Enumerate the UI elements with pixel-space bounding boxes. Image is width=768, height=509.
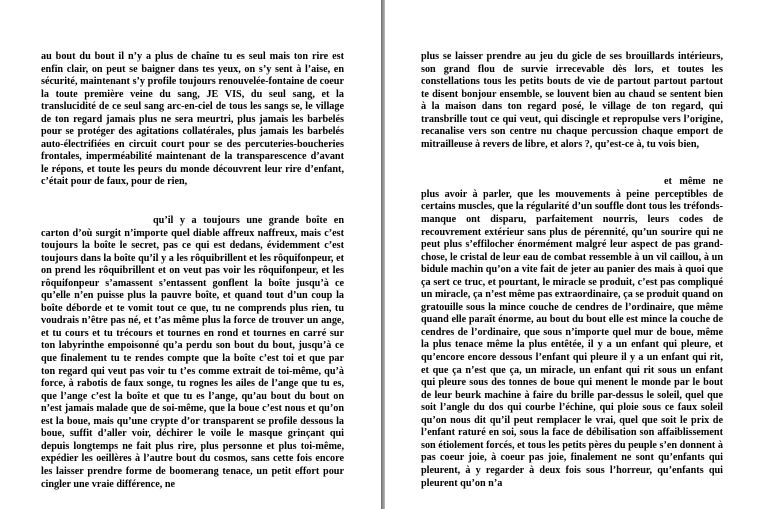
paragraph: qu’il y a toujours une grande boîte en carton d’où surgit n’importe quel diable affreux naffreux, mais c’est toujours la boîte le secret, pas ce qui est dedans, évidemment c’est toujours dans la boîte qu’il y a les rôquibrillent et les rôquifonpeur, et on prend les rôquibrillent et on veut pas voir les rôquifonpeur, et les rôquifonpeur s’amassent s’entassent gonflent la boîte jusqu’à ce qu’elle n’en puisse plus la pauvre boîte, et quand tout d’un coup la boîte déborde et te vomit tout ce que, tu ne comprends plus rien, tu voudrais n’être pas né, et t’as même plus la force de trouver un ange, et tu cours et tu trécours et tournes en rond et tournes en carré sur ton labyrinthe empoisonné qu’a perdu son bout du bout, jusqu’à ce que finalement tu te rendes compte que la boîte c’est toi et que par ton regard qui veut pas voir tu t’es comme extrait de toi-même, qu’à force, à rabotis de faux songe, tu rognes les ailes de l’ange que tu es, que l’ange c’est la boîte et que tu es l’ange, qu’au bout du bout on n’est jamais malade que de soi-même, que la boue c’est nous et qu’on est la boue, mais qu’une crypte d’or transparent se profile dessous la boue, suffit d’aller voir, déchirer le voile le masque grinçant qui depuis longtemps ne fait plus rire, plus personne et plus toi-même, expédier les oeillères à l’autre bout du cosmos, sans cette fois encore les laisser prendre forme de boomerang tenace, un petit effort pour cingler une vraie différence, ne — [41, 215, 344, 490]
paragraph-break — [421, 151, 723, 176]
paragraph: plus se laisser prendre au jeu du gicle de ses brouillards intérieurs, son grand flou de survie irrecevable dès lors, et toutes les constellations tous les petits bouts de vie de partout partout partout te disent bonjour ensemble, se louvent bien au chaud se sentent bien à la maison dans ton regard posé, le village de ton regard, qui transbrille tout ce qui veut, qui discingle et repropulse vers l’origine, recanalise vers son centre nu chaque percussion chaque emport de mitrailleuse à revers de libre, et alors ?, qu’est-ce à, tu vois bien, — [421, 51, 723, 150]
right-page — [385, 0, 768, 509]
left-page — [0, 0, 381, 509]
right-text-column — [421, 51, 723, 490]
paragraph-break — [41, 189, 344, 215]
left-text-column — [41, 51, 344, 491]
paragraph: et même ne plus avoir à parler, que les mouvements à peine perceptibles de certains muscles, que la régularité d’un souffle dont tous les tréfonds-manque ont disparu, parfaitement nourris, leurs codes de recouvrement extérieur sans plus de pérennité, qu’un sourire qui ne peut plus s’effilocher énormément malgré leur aspect de pas grand-chose, le cristal de leur eau de combat ressemble à un vil caillou, à un bidule machin qu’on a vite fait de jeter au panier des mais à quoi que ça sert ce truc, et pourtant, le miracle se produit, c’est pas compliqué un miracle, ça n’est même pas extraordinaire, ça se produit quand on gratouille sous la mince couche de cendres de l’ordinaire, que même quand elle paraît énorme, au bout du bout elle est mince la couche de cendres de l’ordinaire, que sous n’importe quel mur de boue, même la plus tenace même la plus entêtée, il y a un enfant qui pleure, et qu’encore encore dessous l’enfant qui pleure il y a un enfant qui rit, et que ça n’est que ça, un miracle, un enfant qui rit sous un enfant qui pleure sous des tonnes de boue qui menent le monde par le bout de leur beurk machine à faire du brille par-dessus le soleil, quel que soit l’angle du dos qui courbe l’échine, qui ploie sous ce faux soleil qu’on nous dit qu’il peut remplacer le vrai, quel que soit le prix de l’enfant raturé en soi, sous la face de débilisation son affaiblissement son étiolement forcés, et tous les petits pères du peuple s’en donnent à pas coeur joie, à coeur pas joie, finalement ne sont qu’enfants qui pleurent, à y regarder à deux fois sous l’horreur, qu’enfants qui pleurent qu’on n’a — [421, 176, 723, 489]
paragraph: au bout du bout il n’y a plus de chaîne tu es seul mais ton rire est enfin clair, on peut se baigner dans tes yeux, on s’y sent à l’aise, en sécurité, maintenant s’y profile toujours renouvelée-fontaine de coeur la toute première veine du sang, JE VIS, du seul sang, et la translucidité de ce seul sang arc-en-ciel de tous les sangs se, le village de ton regard jamais plus ne sera meurtri, plus jamais les barbelés pour se protéger des agitations collatérales, plus jamais les barbelés auto-électrifiées en circuit court pour se des percuteries-boucheries frontales, imperméabilité maintenant de la transparescence d’avant le répons, et toute les peurs du monde découvrent leur rire d’enfant, c’était pour de faux, pour de rien, — [41, 51, 344, 188]
